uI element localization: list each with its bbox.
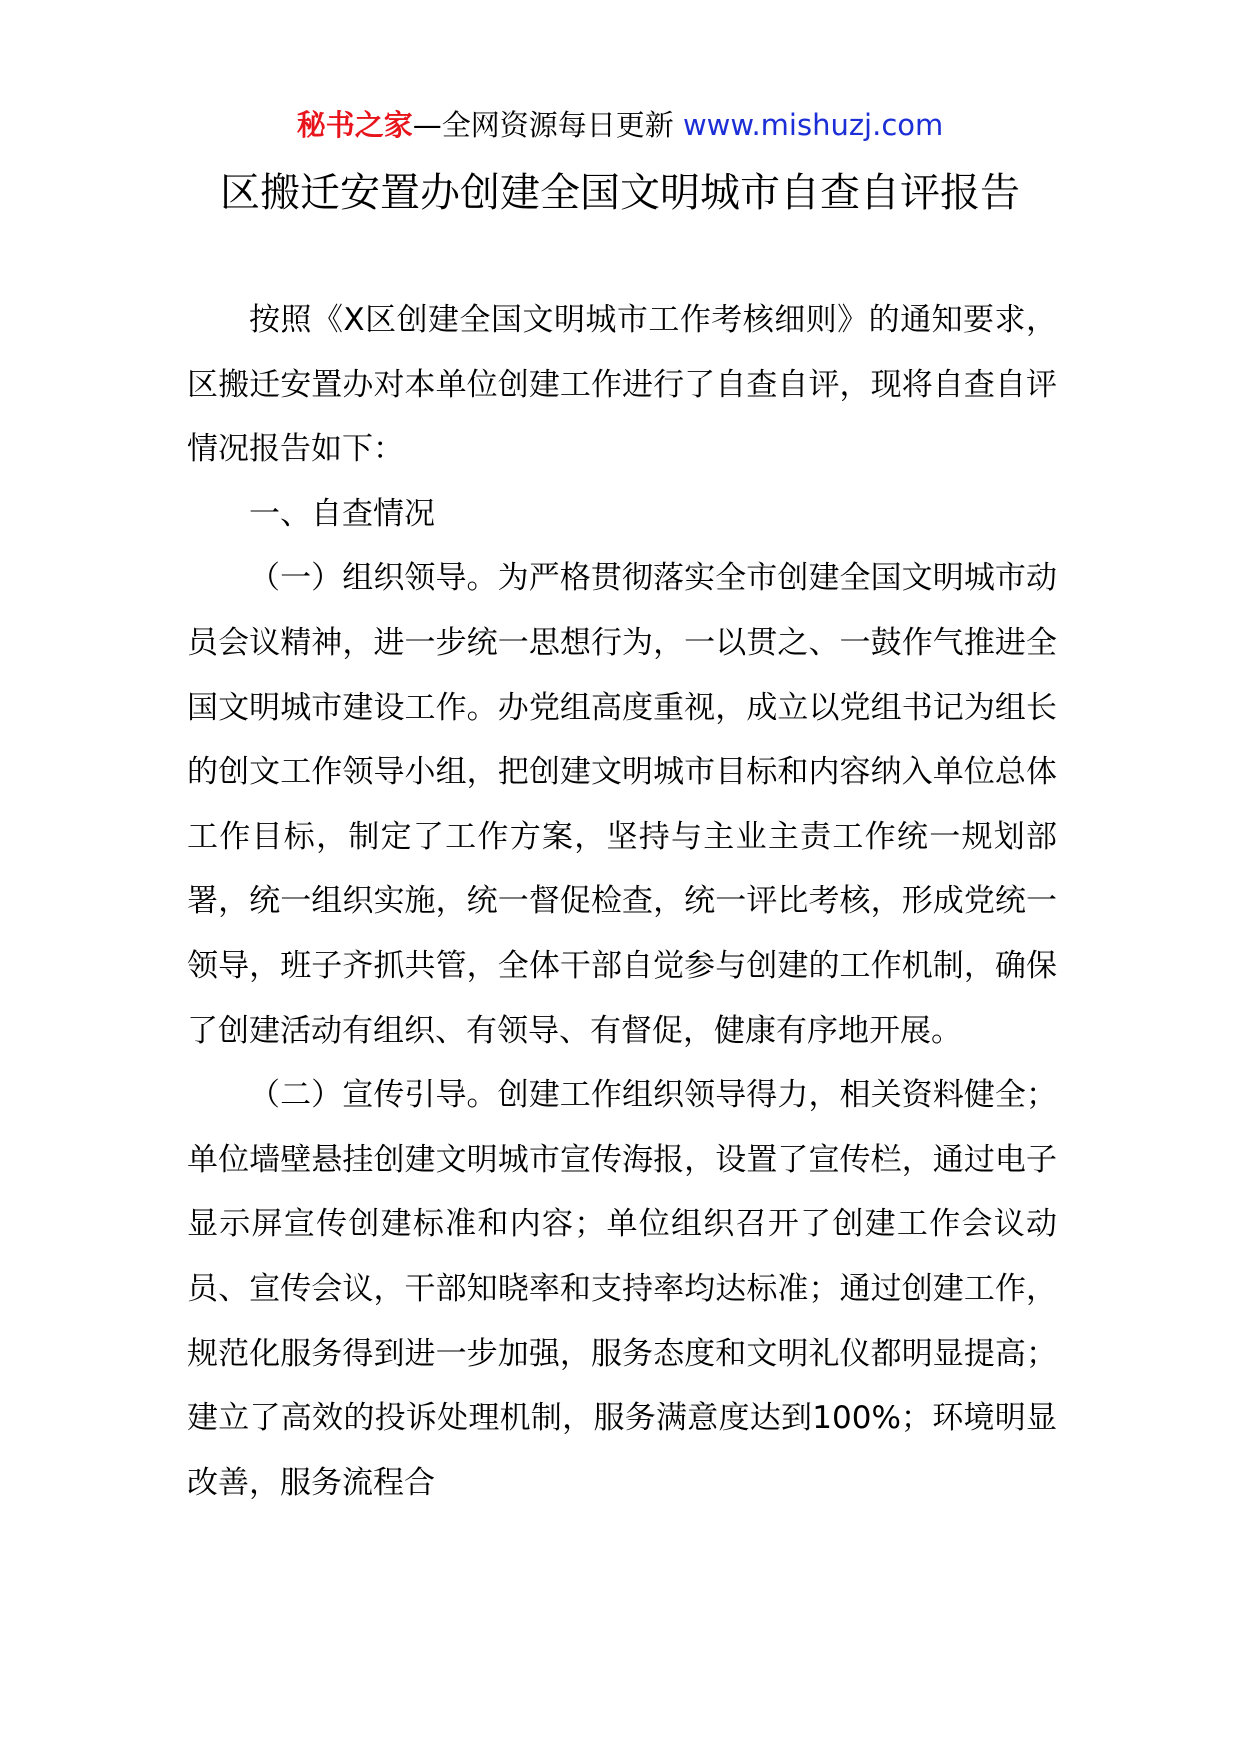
publicity-guidance-paragraph: （二）宣传引导。创建工作组织领导得力，相关资料健全；单位墙壁悬挂创建文明城市宣传海报，设置了宣传栏，通过电子显示屏宣传创建标准和内容；单位组织召开了创建工作会议动员、宣传会议，干部知晓率和支持率均达标准；通过创建工作，规范化服务得到进一步加强，服务态度和文明礼仪都明显提高；建立了高效的投诉处理机制，服务满意度达到100%；环境明显改善，服务流程合 [187,1077,1057,1501]
intro-paragraph: 按照《X区创建全国文明城市工作考核细则》的通知要求，区搬迁安置办对本单位创建工作进行了自查自评，现将自查自评情况报告如下： [187,302,1057,468]
organization-leadership-paragraph: （一）组织领导。为严格贯彻落实全市创建全国文明城市动员会议精神，进一步统一思想行为，一以贯之、一鼓作气推进全国文明城市建设工作。办党组高度重视，成立以党组书记为组长的创文工作领导小组，把创建文明城市目标和内容纳入单位总体工作目标，制定了工作方案，坚持与主业主责工作统一规划部署，统一组织实施，统一督促检查，统一评比考核，形成党统一领导，班子齐抓共管，全体干部自觉参与创建的工作机制，确保了创建活动有组织、有领导、有督促，健康有序地开展。 [187,560,1057,1049]
document-title: 区搬迁安置办创建全国文明城市自查自评报告 [220,170,1020,216]
document-body [187,288,1057,1515]
site-url-link[interactable]: www.mishuzj.com [682,108,944,142]
site-brand: 秘书之家 [296,108,413,142]
section-heading: 一、自查情况 [249,495,435,532]
site-banner [0,100,1240,150]
site-slogan: —全网资源每日更新 [412,108,683,142]
